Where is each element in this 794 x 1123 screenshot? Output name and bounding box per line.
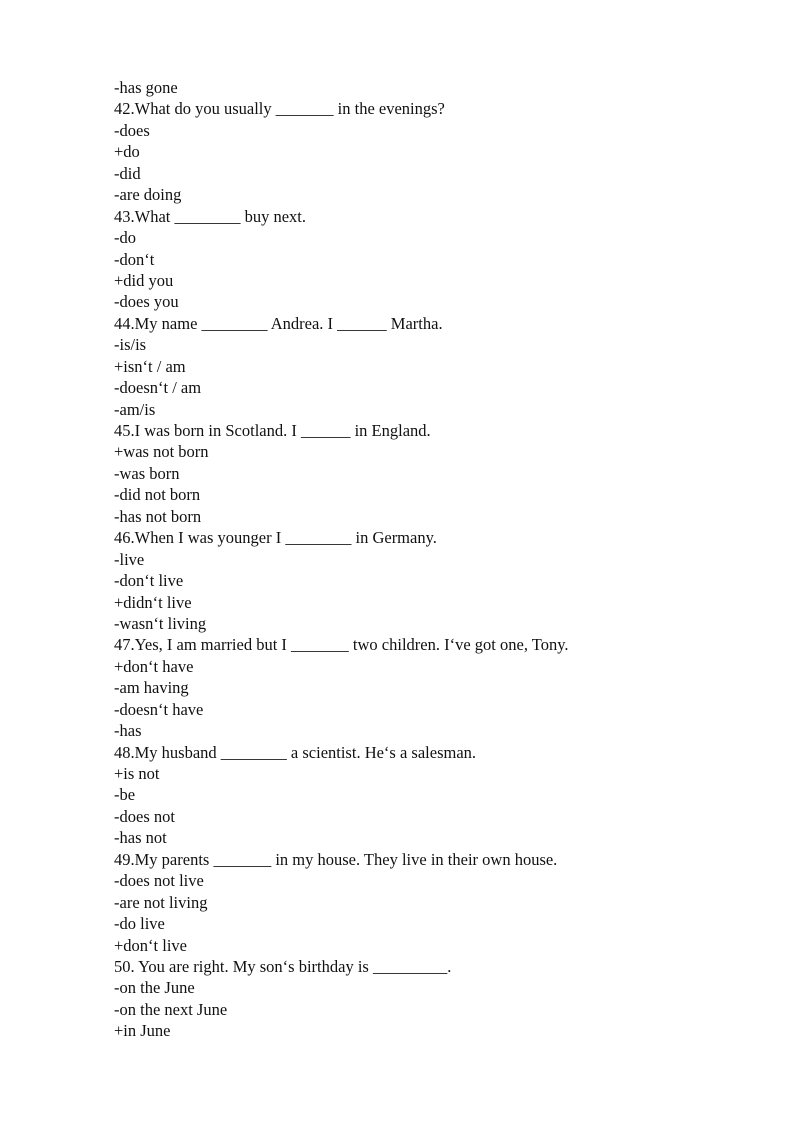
question-42: 42.What do you usually _______ in the evenings? bbox=[114, 99, 445, 119]
answer-option: +don‘t live bbox=[114, 935, 188, 955]
answer-option: -be bbox=[114, 785, 136, 805]
answer-option: -doesn‘t / am bbox=[114, 378, 202, 398]
answer-option: +didn‘t live bbox=[114, 592, 192, 612]
answer-option: -does not live bbox=[114, 871, 204, 891]
answer-option: +is not bbox=[114, 764, 160, 783]
question-48: 48.My husband ________ a scientist. He‘s a salesman. bbox=[114, 742, 477, 762]
answer-option: -are doing bbox=[114, 185, 182, 205]
answer-option: -was born bbox=[114, 463, 180, 483]
answer-option: -has not born bbox=[114, 506, 202, 526]
quiz-text bbox=[114, 77, 754, 1042]
answer-option: +do bbox=[114, 142, 140, 162]
question-44: 44.My name ________ Andrea. I ______ Martha. bbox=[114, 313, 443, 333]
answer-option: -did bbox=[114, 163, 141, 183]
answer-option: -am/is bbox=[114, 399, 156, 419]
answer-option: -did not born bbox=[114, 485, 201, 505]
answer-option: -on the next June bbox=[114, 999, 228, 1019]
question-45: 45.I was born in Scotland. I ______ in England. bbox=[114, 421, 431, 440]
question-46: 46.When I was younger I ________ in Germany. bbox=[114, 528, 437, 548]
answer-option: -am having bbox=[114, 678, 189, 698]
answer-option: +isn‘t / am bbox=[114, 356, 186, 376]
question-49: 49.My parents _______ in my house. They live in their own house. bbox=[114, 849, 558, 869]
answer-option: +in June bbox=[114, 1021, 171, 1041]
answer-option: -is/is bbox=[114, 335, 147, 355]
answer-option: -does bbox=[114, 120, 150, 140]
answer-option: -does you bbox=[114, 292, 179, 312]
answer-option: -are not living bbox=[114, 892, 208, 912]
answer-option: -don‘t bbox=[114, 249, 155, 269]
answer-option: -don‘t live bbox=[114, 571, 184, 591]
question-47: 47.Yes, I am married but I _______ two children. I‘ve got one, Tony. bbox=[114, 635, 569, 655]
answer-option: -wasn‘t living bbox=[114, 613, 207, 633]
answer-option: -live bbox=[114, 549, 145, 569]
question-43: 43.What ________ buy next. bbox=[114, 206, 307, 226]
answer-option: -doesn‘t have bbox=[114, 699, 204, 719]
question-50: 50. You are right. My son‘s birthday is _________. bbox=[114, 956, 452, 976]
answer-option: -has gone bbox=[114, 78, 178, 97]
answer-option: -does not bbox=[114, 806, 175, 826]
answer-option: -has not bbox=[114, 828, 167, 848]
answer-option: +was not born bbox=[114, 442, 209, 462]
answer-option: +did you bbox=[114, 270, 174, 290]
answer-option: -on the June bbox=[114, 978, 195, 998]
answer-option: -do bbox=[114, 228, 136, 248]
answer-option: -has bbox=[114, 721, 142, 741]
answer-option: -do live bbox=[114, 914, 165, 934]
answer-option: +don‘t have bbox=[114, 656, 194, 676]
